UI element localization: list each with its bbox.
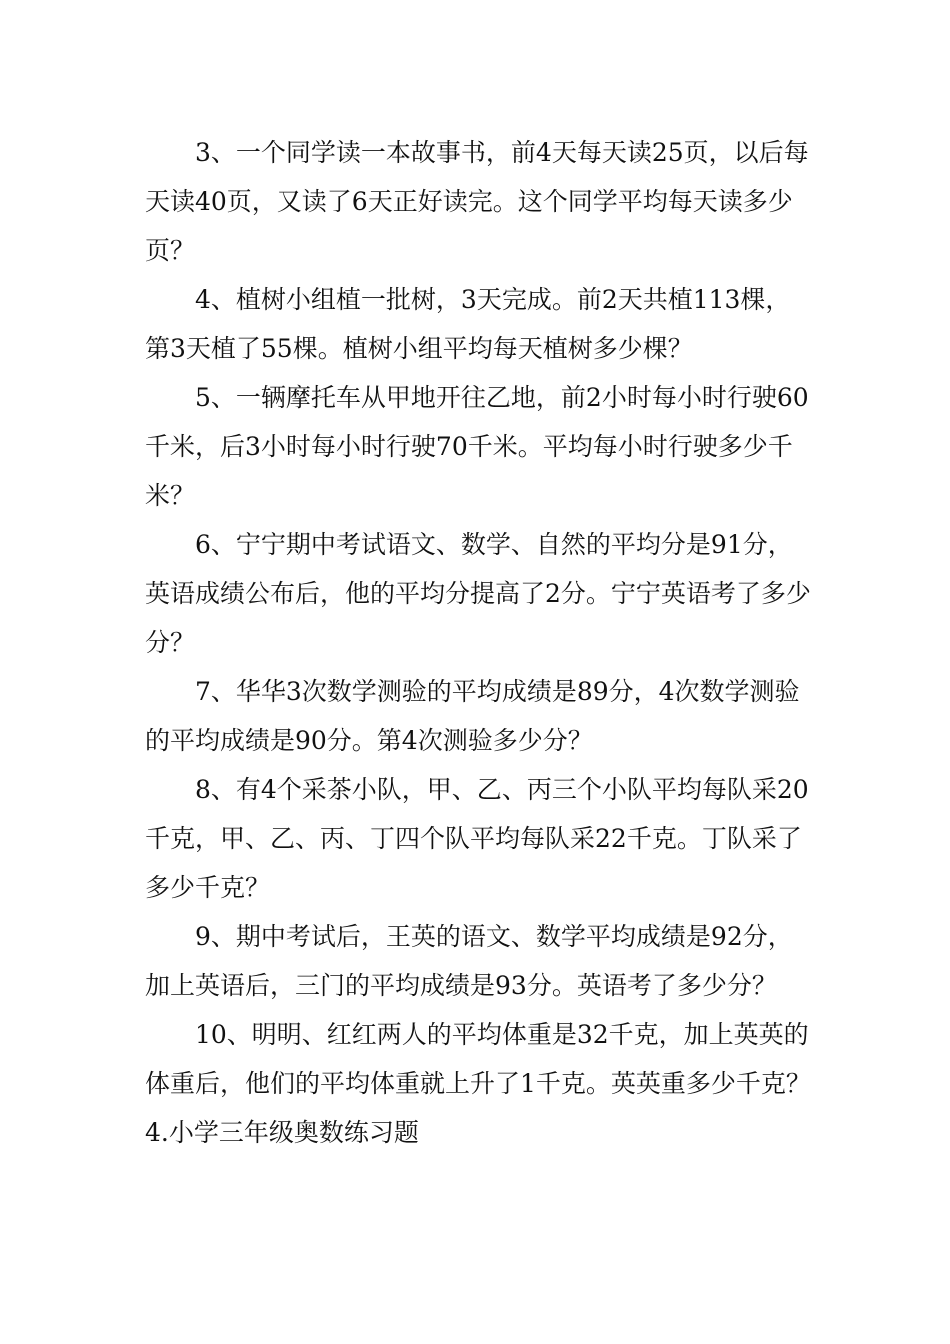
problem-3: 3、一个同学读一本故事书，前4天每天读25页，以后每天读40页，又读了6天正好读完。这个同学平均每天读多少页？ (145, 138, 809, 265)
section-heading: 4.小学三年级奥数练习题 (145, 1118, 419, 1147)
problem-4: 4、植树小组植一批树，3天完成。前2天共植113棵，第3天植了55棵。植树小组平均每天植树多少棵？ (145, 285, 791, 363)
problem-8: 8、有4个采茶小队，甲、乙、丙三个小队平均每队采20千克，甲、乙、丙、丁四个队平均每队采22千克。丁队采了多少千克？ (145, 775, 809, 902)
problem-9: 9、期中考试后，王英的语文、数学平均成绩是92分，加上英语后，三门的平均成绩是93分。英语考了多少分？ (145, 922, 793, 1000)
problem-7: 7、华华3次数学测验的平均成绩是89分，4次数学测验的平均成绩是90分。第4次测验多少分？ (145, 677, 800, 755)
problem-10: 10、明明、红红两人的平均体重是32千克，加上英英的体重后，他们的平均体重就上升了1千克。英英重多少千克？ (145, 1020, 811, 1098)
document-body (145, 128, 815, 1157)
problem-5: 5、一辆摩托车从甲地开往乙地，前2小时每小时行驶60千米，后3小时每小时行驶70千米。平均每小时行驶多少千米？ (145, 383, 809, 510)
problem-6: 6、宁宁期中考试语文、数学、自然的平均分是91分，英语成绩公布后，他的平均分提高了2分。宁宁英语考了多少分？ (145, 530, 811, 657)
